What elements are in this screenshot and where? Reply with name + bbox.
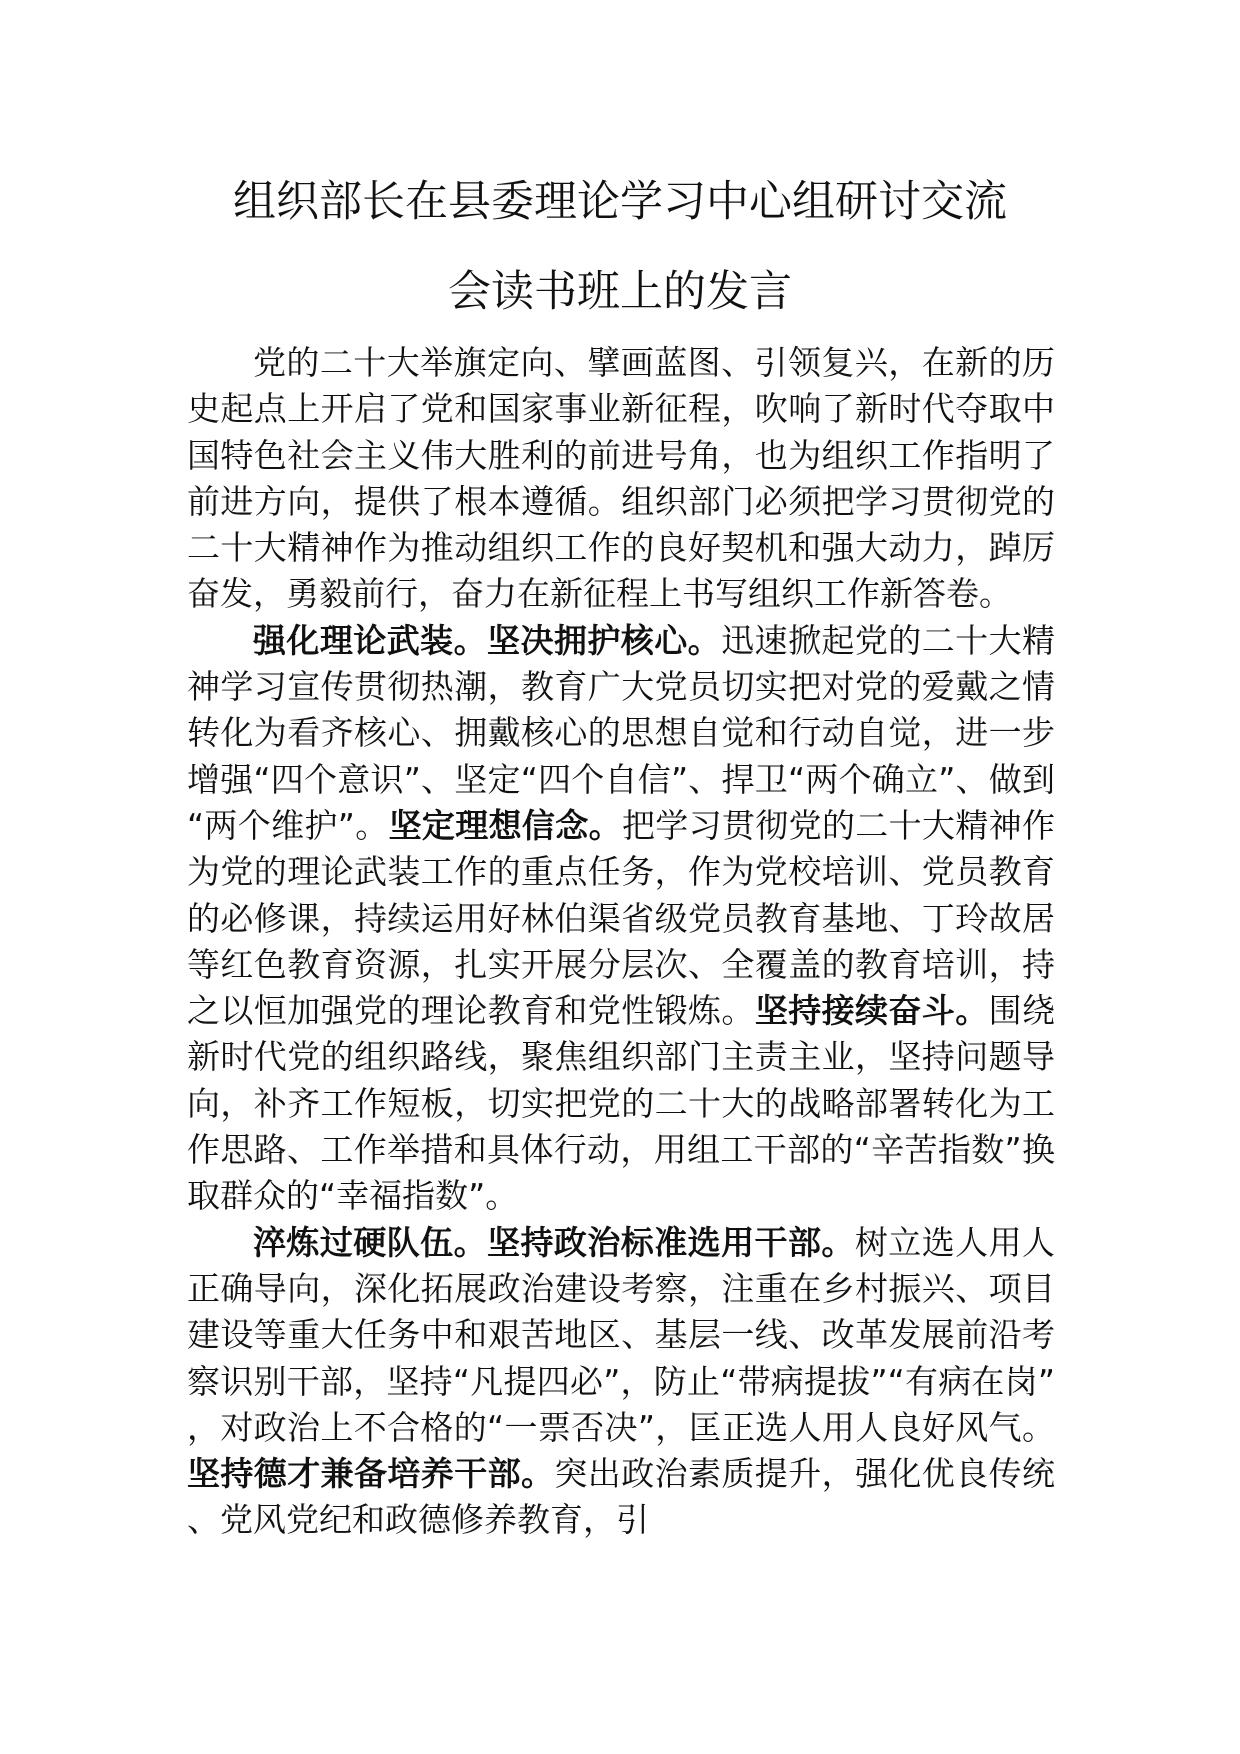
paragraph-text: 树立选人用人正确导向，深化拓展政治建设考察，注重在乡村振兴、项目建设等重大任务中和艰苦地区、基层一线、改革发展前沿考察识别干部，坚持“凡提四必”，防止“带病提拔”“有病在岗”，对政治上不合格的“一票否决”，匡正选人用人良好风气。 bbox=[187, 1222, 1056, 1447]
paragraph-subheading: 坚持德才兼备培养干部。 bbox=[187, 1454, 555, 1494]
document-body bbox=[187, 340, 1055, 1544]
paragraph-team bbox=[187, 1220, 1055, 1544]
paragraph-text: 迅速掀起党的二十大精神学习宣传贯彻热潮，教育广大党员切实把对党的爱戴之情转化为看齐核心、拥戴核心的思想自觉和行动自觉，进一步增强“四个意识”、坚定“四个自信”、捍卫“两个确立”、做到“两个维护”。 bbox=[187, 620, 1056, 845]
paragraph-theory bbox=[187, 618, 1055, 1220]
paragraph-intro bbox=[187, 340, 1055, 618]
paragraph-text: 围绕新时代党的组织路线，聚焦组织部门主责主业，坚持问题导向，补齐工作短板，切实把党的二十大的战略部署转化为工作思路、工作举措和具体行动，用组工干部的“辛苦指数”换取群众的“幸福指数”。 bbox=[187, 991, 1056, 1216]
paragraph-text: 党的二十大举旗定向、擘画蓝图、引领复兴，在新的历史起点上开启了党和国家事业新征程，吹响了新时代夺取中国特色社会主义伟大胜利的前进号角，也为组织工作指明了前进方向，提供了根本遵循。组织部门必须把学习贯彻党的二十大精神作为推动组织工作的良好契机和强大动力，踔厉奋发，勇毅前行，奋力在新征程上书写组织工作新答卷。 bbox=[187, 343, 1055, 614]
paragraph-heading: 淬炼过硬队伍。坚持政治标准选用干部。 bbox=[253, 1222, 855, 1262]
paragraph-text: 把学习贯彻党的二十大精神作为党的理论武装工作的重点任务，作为党校培训、党员教育的必修课，持续运用好林伯渠省级党员教育基地、丁玲故居等红色教育资源，扎实开展分层次、全覆盖的教育培训，持之以恒加强党的理论教育和党性锻炼。 bbox=[187, 805, 1055, 1031]
paragraph-heading: 强化理论武装。坚决拥护核心。 bbox=[253, 620, 722, 660]
document-title-line-2: 会读书班上的发言 bbox=[448, 267, 792, 317]
document-title-line-1: 组织部长在县委理论学习中心组研讨交流 bbox=[233, 177, 1007, 227]
paragraph-subheading: 坚定理想信念。 bbox=[388, 805, 622, 845]
paragraph-subheading: 坚持接续奋斗。 bbox=[754, 991, 989, 1031]
paragraph-text: 突出政治素质提升，强化优良传统、党风党纪和政德修养教育，引 bbox=[187, 1454, 1056, 1540]
